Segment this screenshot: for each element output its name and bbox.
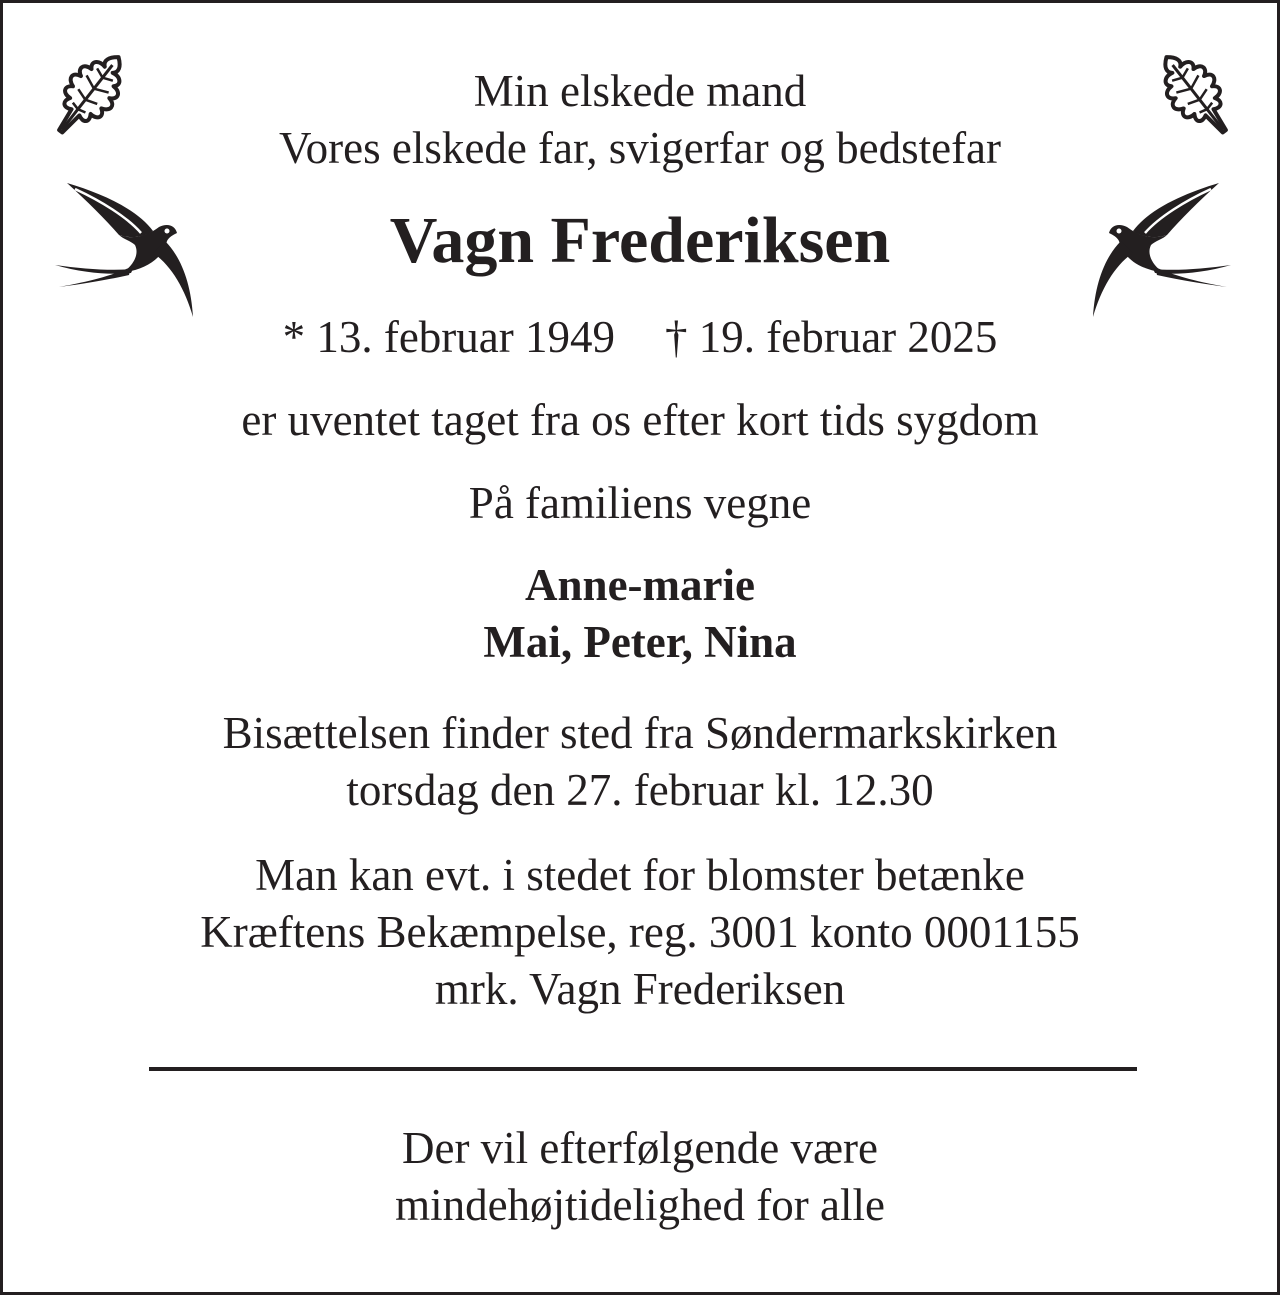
donation-line-2: Kræftens Bekæmpelse, reg. 3001 konto 0001155 <box>200 907 1080 957</box>
life-dates <box>3 309 1277 365</box>
deceased-name: Vagn Frederiksen <box>389 204 891 277</box>
funeral-line-2: torsdag den 27. februar kl. 12.30 <box>346 765 934 815</box>
divider <box>149 1067 1137 1071</box>
death-date: † 19. februar 2025 <box>665 312 998 362</box>
heading-line-1: Min elskede mand <box>473 66 807 116</box>
birth-date: * 13. februar 1949 <box>282 312 615 362</box>
donation-line-1: Man kan evt. i stedet for blomster betænke <box>255 850 1025 900</box>
memorial-line-1: Der vil efterfølgende være <box>401 1123 879 1173</box>
death-message: er uventet taget fra os efter kort tids sygdom <box>241 395 1039 445</box>
family-intro: På familiens vegne <box>468 478 812 528</box>
heading-line-2: Vores elskede far, svigerfar og bedstefar <box>278 123 1002 173</box>
funeral-line-1: Bisættelsen finder sted fra Søndermarkskirken <box>222 708 1058 758</box>
family-line-1: Anne-marie <box>525 560 755 610</box>
family-line-2: Mai, Peter, Nina <box>483 617 797 667</box>
memorial-line-2: mindehøjtidelighed for alle <box>395 1180 885 1230</box>
donation-line-3: mrk. Vagn Frederiksen <box>434 964 846 1014</box>
